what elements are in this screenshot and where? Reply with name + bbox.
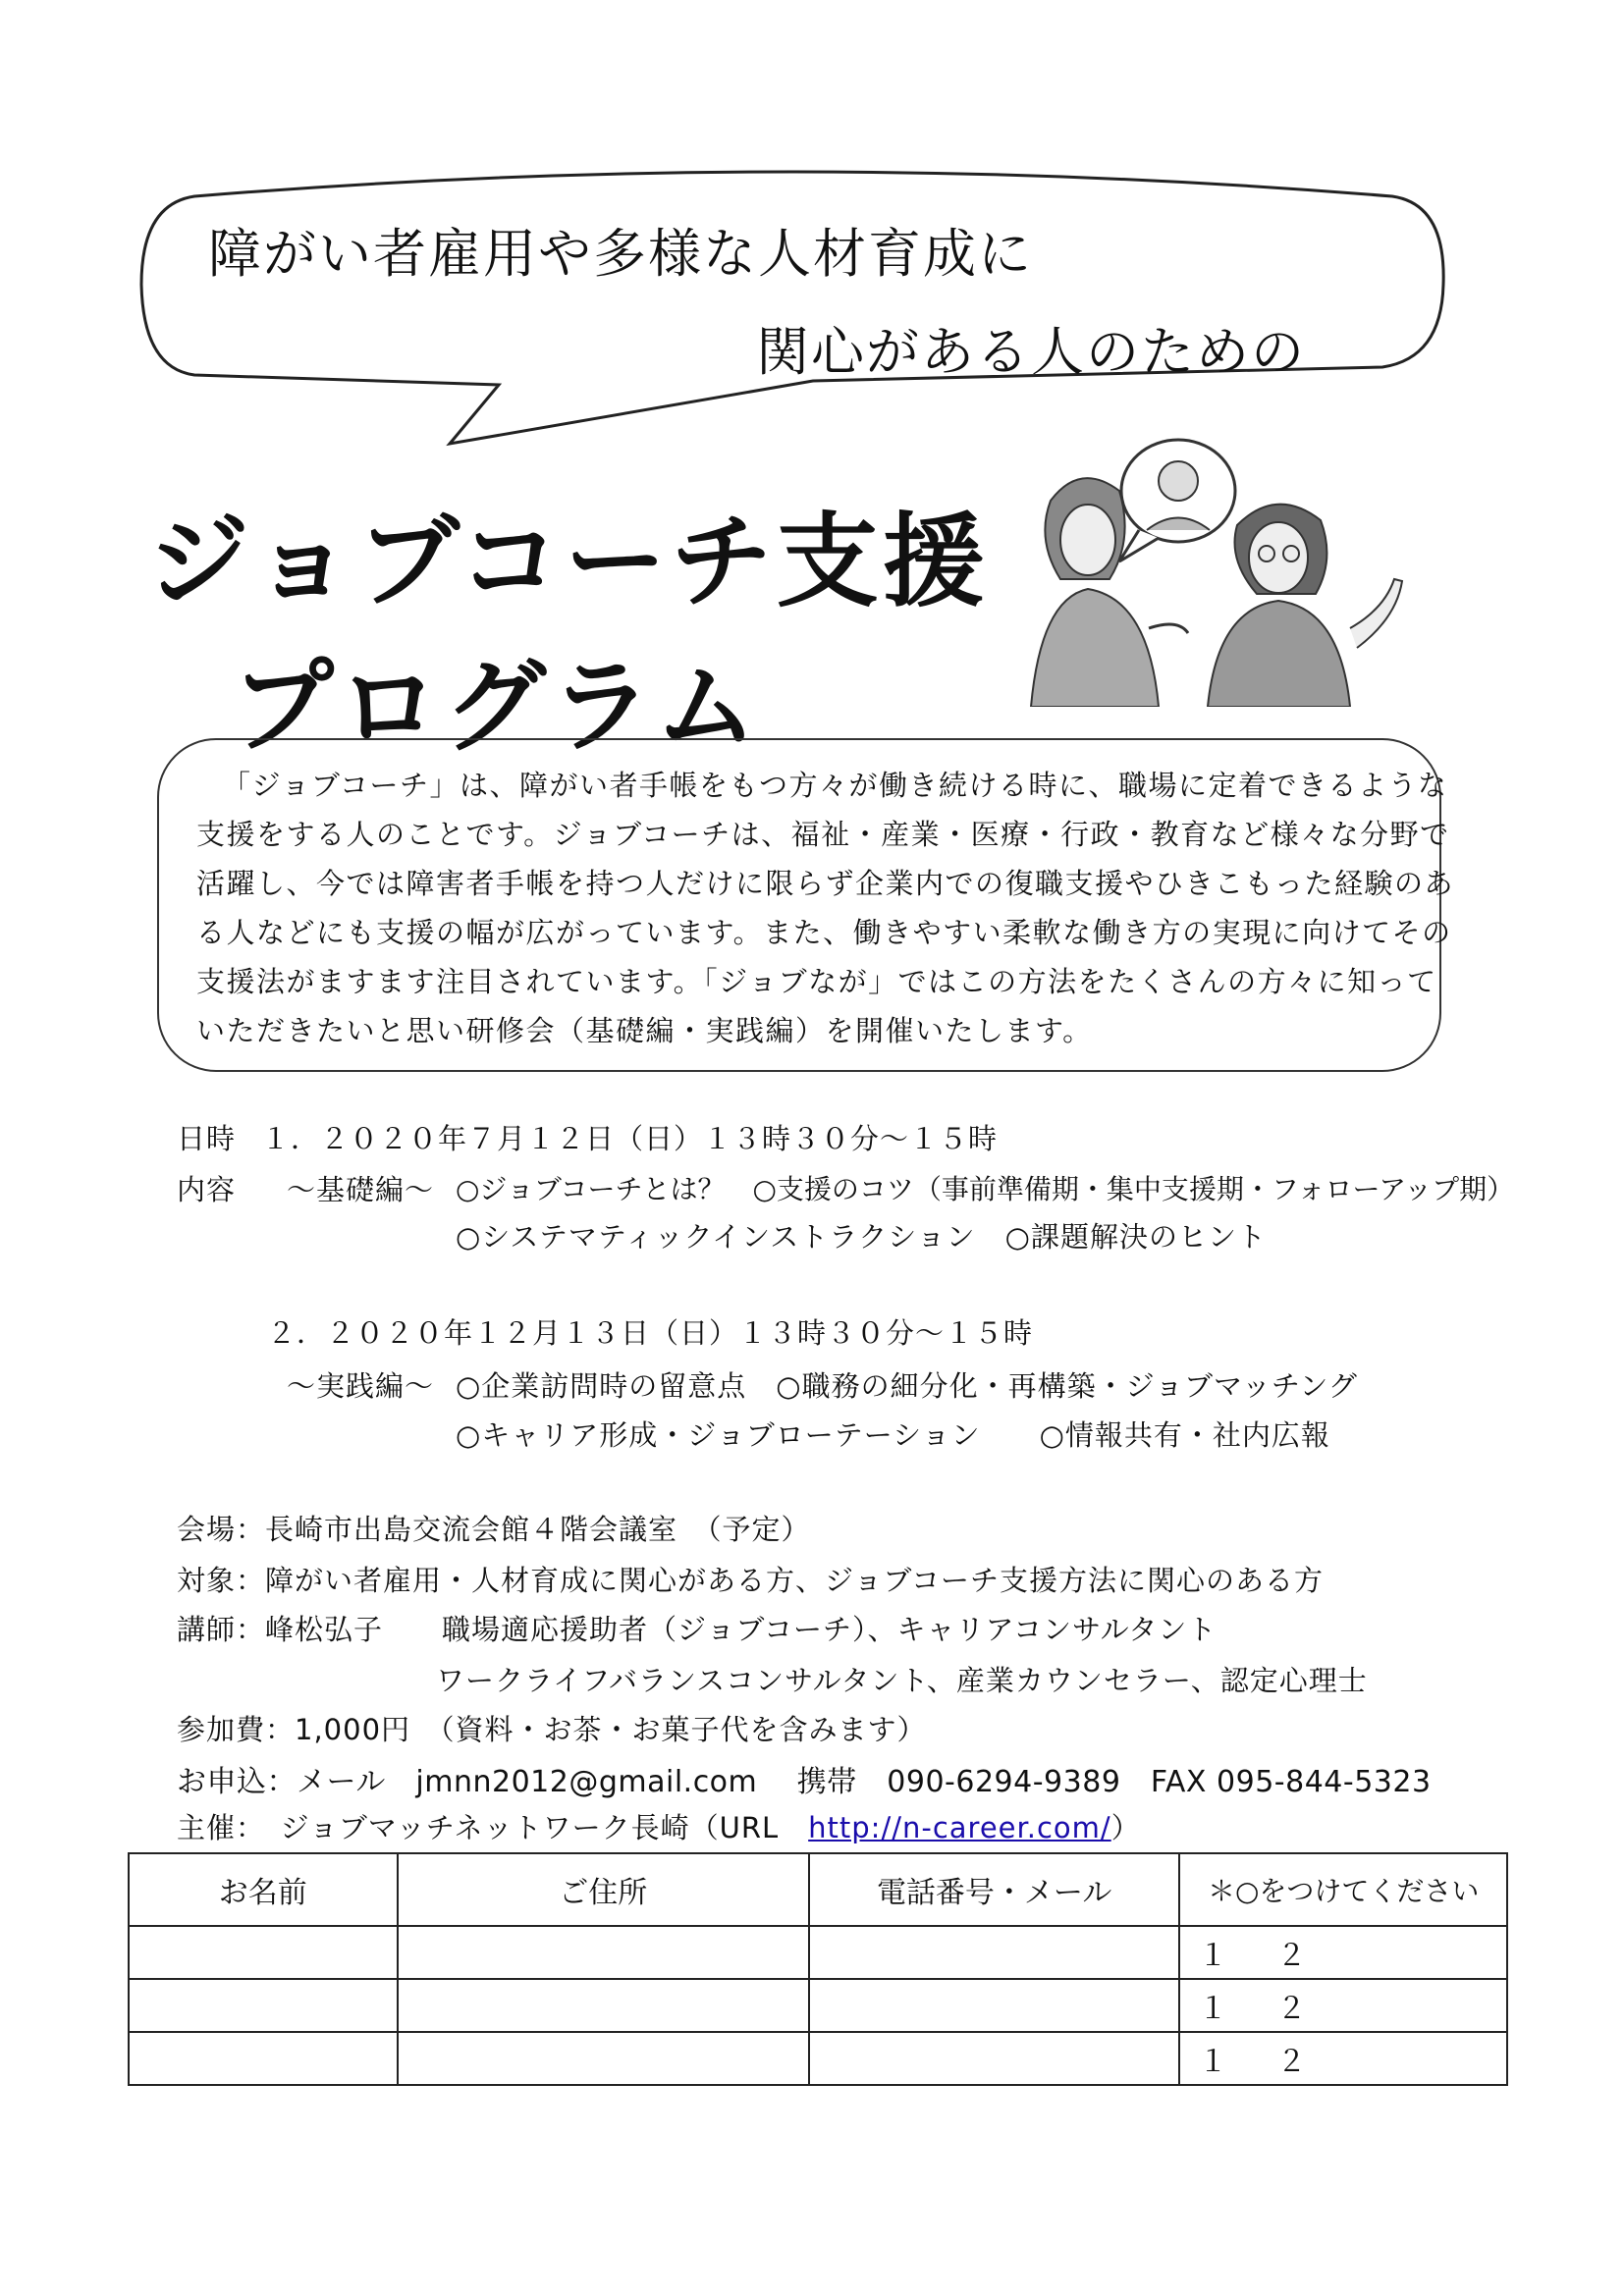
bubble-line-1: 障がい者雇用や多様な人材育成に [208, 223, 1033, 285]
table-row [129, 2032, 1507, 2085]
apply-line: お申込：メール jmnn2012@gmail.com 携帯 090-6294-9389 FAX 095-844-5323 [177, 1765, 1432, 1799]
table-row [129, 1926, 1507, 1979]
choice-cell[interactable] [1179, 1926, 1507, 1979]
description-line: る人などにも支援の幅が広がっています。また、働きやすい柔軟な働き方の実現に向けてその [196, 916, 1452, 949]
fee-line: 参加費：1,000円 （資料・お茶・お菓子代を含みます） [177, 1713, 927, 1746]
name-cell[interactable] [129, 1926, 398, 1979]
organizer-url-link[interactable]: http://n-career.com/ [808, 1811, 1111, 1844]
page-subtitle: プログラム [232, 647, 761, 767]
address-cell[interactable] [398, 2032, 809, 2085]
choice-option-1[interactable]: １ [1198, 1939, 1228, 1973]
name-cell[interactable] [129, 2032, 398, 2085]
table-row [129, 1979, 1507, 2032]
lecturer-titles-line: ワークライフバランスコンサルタント、産業カウンセラー、認定心理士 [436, 1664, 1368, 1697]
description-line: 活躍し、今では障害者手帳を持つ人だけに限らず企業内での復職支援やひきこもった経験のあ [196, 867, 1455, 900]
name-cell[interactable] [129, 1979, 398, 2032]
venue-line: 会場：長崎市出島交流会館４階会議室 （予定） [177, 1513, 811, 1546]
phone-email-cell[interactable] [809, 1926, 1179, 1979]
session1-items-a: ○ジョブコーチとは？ ○支援のコツ（事前準備期・集中支援期・フォローアップ期） [456, 1173, 1515, 1205]
phone-email-cell[interactable] [809, 2032, 1179, 2085]
choice-option-1[interactable]: １ [1198, 2045, 1228, 2079]
page-title: ジョブコーチ支援 [147, 502, 989, 621]
session2-date: ２．２０２０年１２月１３日（日）１３時３０分～１５時 [267, 1316, 1034, 1350]
choice-cell[interactable] [1179, 2032, 1507, 2085]
choice-option-2[interactable]: ２ [1276, 1992, 1307, 2026]
content-label: 内容 [177, 1173, 237, 1206]
phone-email-cell[interactable] [809, 1979, 1179, 2032]
description-line: 支援をする人のことです。ジョブコーチは、福祉・産業・医療・行政・教育など様々な分野で [196, 818, 1450, 851]
lecturer-line: 講師：峰松弘子 職場適応援助者（ジョブコーチ）、キャリアコンサルタント [177, 1613, 1218, 1646]
header-choice: ＊○をつけてください [1179, 1853, 1507, 1926]
organizer-line [177, 1806, 1141, 1846]
session2-title: ～実践編～ [287, 1369, 435, 1403]
datetime-label: 日時 [177, 1122, 237, 1155]
bubble-line-2: 関心がある人のための [756, 321, 1306, 383]
session2-items-a: ○企業訪問時の留意点 ○職務の細分化・再構築・ジョブマッチング [456, 1369, 1358, 1403]
table-header-row [129, 1853, 1507, 1926]
session2-items-b: ○キャリア形成・ジョブローテーション ○情報共有・社内広報 [456, 1418, 1330, 1452]
header-address: ご住所 [398, 1853, 809, 1926]
choice-option-2[interactable]: ２ [1276, 2045, 1307, 2079]
header-phone-email: 電話番号・メール [809, 1853, 1179, 1926]
target-line: 対象：障がい者雇用・人材育成に関心がある方、ジョブコーチ支援方法に関心のある方 [177, 1564, 1324, 1597]
organizer-text-end: ） [1110, 1811, 1141, 1844]
choice-option-2[interactable]: ２ [1276, 1939, 1307, 1973]
people-talking-illustration [1011, 432, 1424, 707]
registration-table [128, 1852, 1508, 2086]
organizer-text: 主催： ジョブマッチネットワーク長崎（URL [177, 1811, 809, 1844]
description-line: 支援法がますます注目されています。「ジョブなが」ではこの方法をたくさんの方々に知って [196, 965, 1437, 998]
description-box [157, 738, 1455, 1072]
description-line: いただきたいと思い研修会（基礎編・実践編）を開催いたします。 [196, 1014, 1093, 1047]
session1-title: ～基礎編～ [287, 1173, 435, 1206]
choice-option-1[interactable]: １ [1198, 1992, 1228, 2026]
speech-bubble [126, 157, 1461, 461]
choice-cell[interactable] [1179, 1979, 1507, 2032]
header-name: お名前 [129, 1853, 398, 1926]
address-cell[interactable] [398, 1926, 809, 1979]
session1-date: １．２０２０年７月１２日（日）１３時３０分～１５時 [261, 1122, 999, 1155]
address-cell[interactable] [398, 1979, 809, 2032]
description-line: 「ジョブコーチ」は、障がい者手帳をもつ方々が働き続ける時に、職場に定着できるような [222, 769, 1448, 802]
session1-items-b: ○システマティックインストラクション ○課題解決のヒント [456, 1220, 1267, 1254]
